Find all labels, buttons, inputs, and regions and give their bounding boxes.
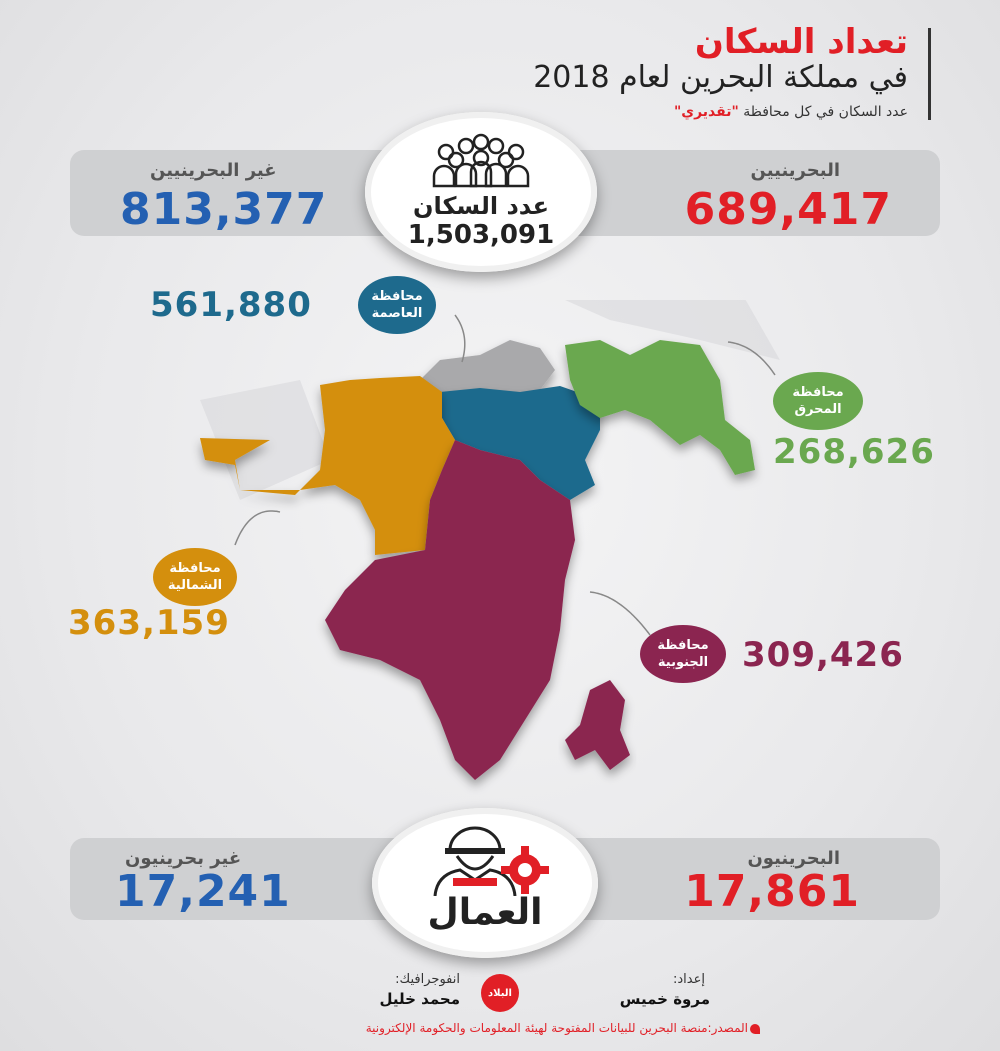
prep-label: إعداد: (673, 972, 705, 987)
southern-line1: محافظة (657, 638, 709, 653)
estimate-tag: "تقديري" (673, 104, 739, 120)
workers-title: العمال (427, 892, 543, 933)
non-bahraini-value: 813,377 (120, 184, 328, 235)
northern-line2: الشمالية (167, 578, 223, 593)
map-capital-grey (420, 340, 555, 396)
bahraini-value: 689,417 (684, 184, 892, 235)
total-population-value: 1,503,091 (407, 220, 555, 250)
crowd-icon (426, 132, 536, 188)
bahrain-map (180, 300, 800, 800)
bahraini-label: البحرينيين (750, 160, 840, 181)
muharraq-line1: محافظة (792, 385, 844, 400)
albilad-logo: البلاد (481, 974, 519, 1012)
worker-icon (415, 820, 555, 896)
map-muharraq (565, 340, 755, 475)
workers-circle (372, 808, 598, 958)
workers-bahraini-value: 17,861 (684, 866, 860, 917)
southern-line2: الجنوبية (657, 655, 709, 670)
estimate-note-text: عدد السكان في كل محافظة (743, 104, 908, 120)
page-subtitle: في مملكة البحرين لعام 2018 (533, 60, 908, 95)
southern-bubble (640, 625, 726, 683)
capital-line1: محافظة (371, 289, 423, 304)
northern-value: 363,159 (68, 603, 230, 643)
workers-non-bahraini-label: غير بحرينيون (125, 848, 242, 869)
northern-bubble (153, 548, 237, 606)
workers-bahraini-label: البحرينيون (747, 848, 840, 869)
southern-value: 309,426 (742, 635, 904, 675)
map-hawar-islands (565, 680, 630, 770)
total-population-circle (365, 112, 597, 272)
page-title: تعداد السكان (694, 22, 908, 62)
infographic-name: محمد خليل (379, 990, 460, 1008)
non-bahraini-label: غير البحرينيين (150, 160, 277, 181)
capital-bubble (358, 276, 436, 334)
capital-line2: العاصمة (371, 306, 423, 321)
prep-name: مروة خميس (619, 990, 710, 1008)
northern-line1: محافظة (169, 561, 221, 576)
workers-non-bahraini-value: 17,241 (115, 866, 291, 917)
muharraq-bubble (773, 372, 863, 430)
muharraq-line2: المحرق (794, 402, 842, 417)
capital-value: 561,880 (150, 285, 312, 325)
total-population-label: عدد السكان (412, 192, 550, 220)
source-bullet-icon (750, 1024, 760, 1034)
estimate-note (674, 104, 908, 120)
muharraq-value: 268,626 (773, 432, 935, 472)
header-divider (928, 28, 931, 120)
infographic-label: انفوجرافيك: (395, 972, 460, 987)
source-text: المصدر:منصة البحرين للبيانات المفتوحة لهيئة المعلومات والحكومة الإلكترونية (365, 1021, 748, 1035)
